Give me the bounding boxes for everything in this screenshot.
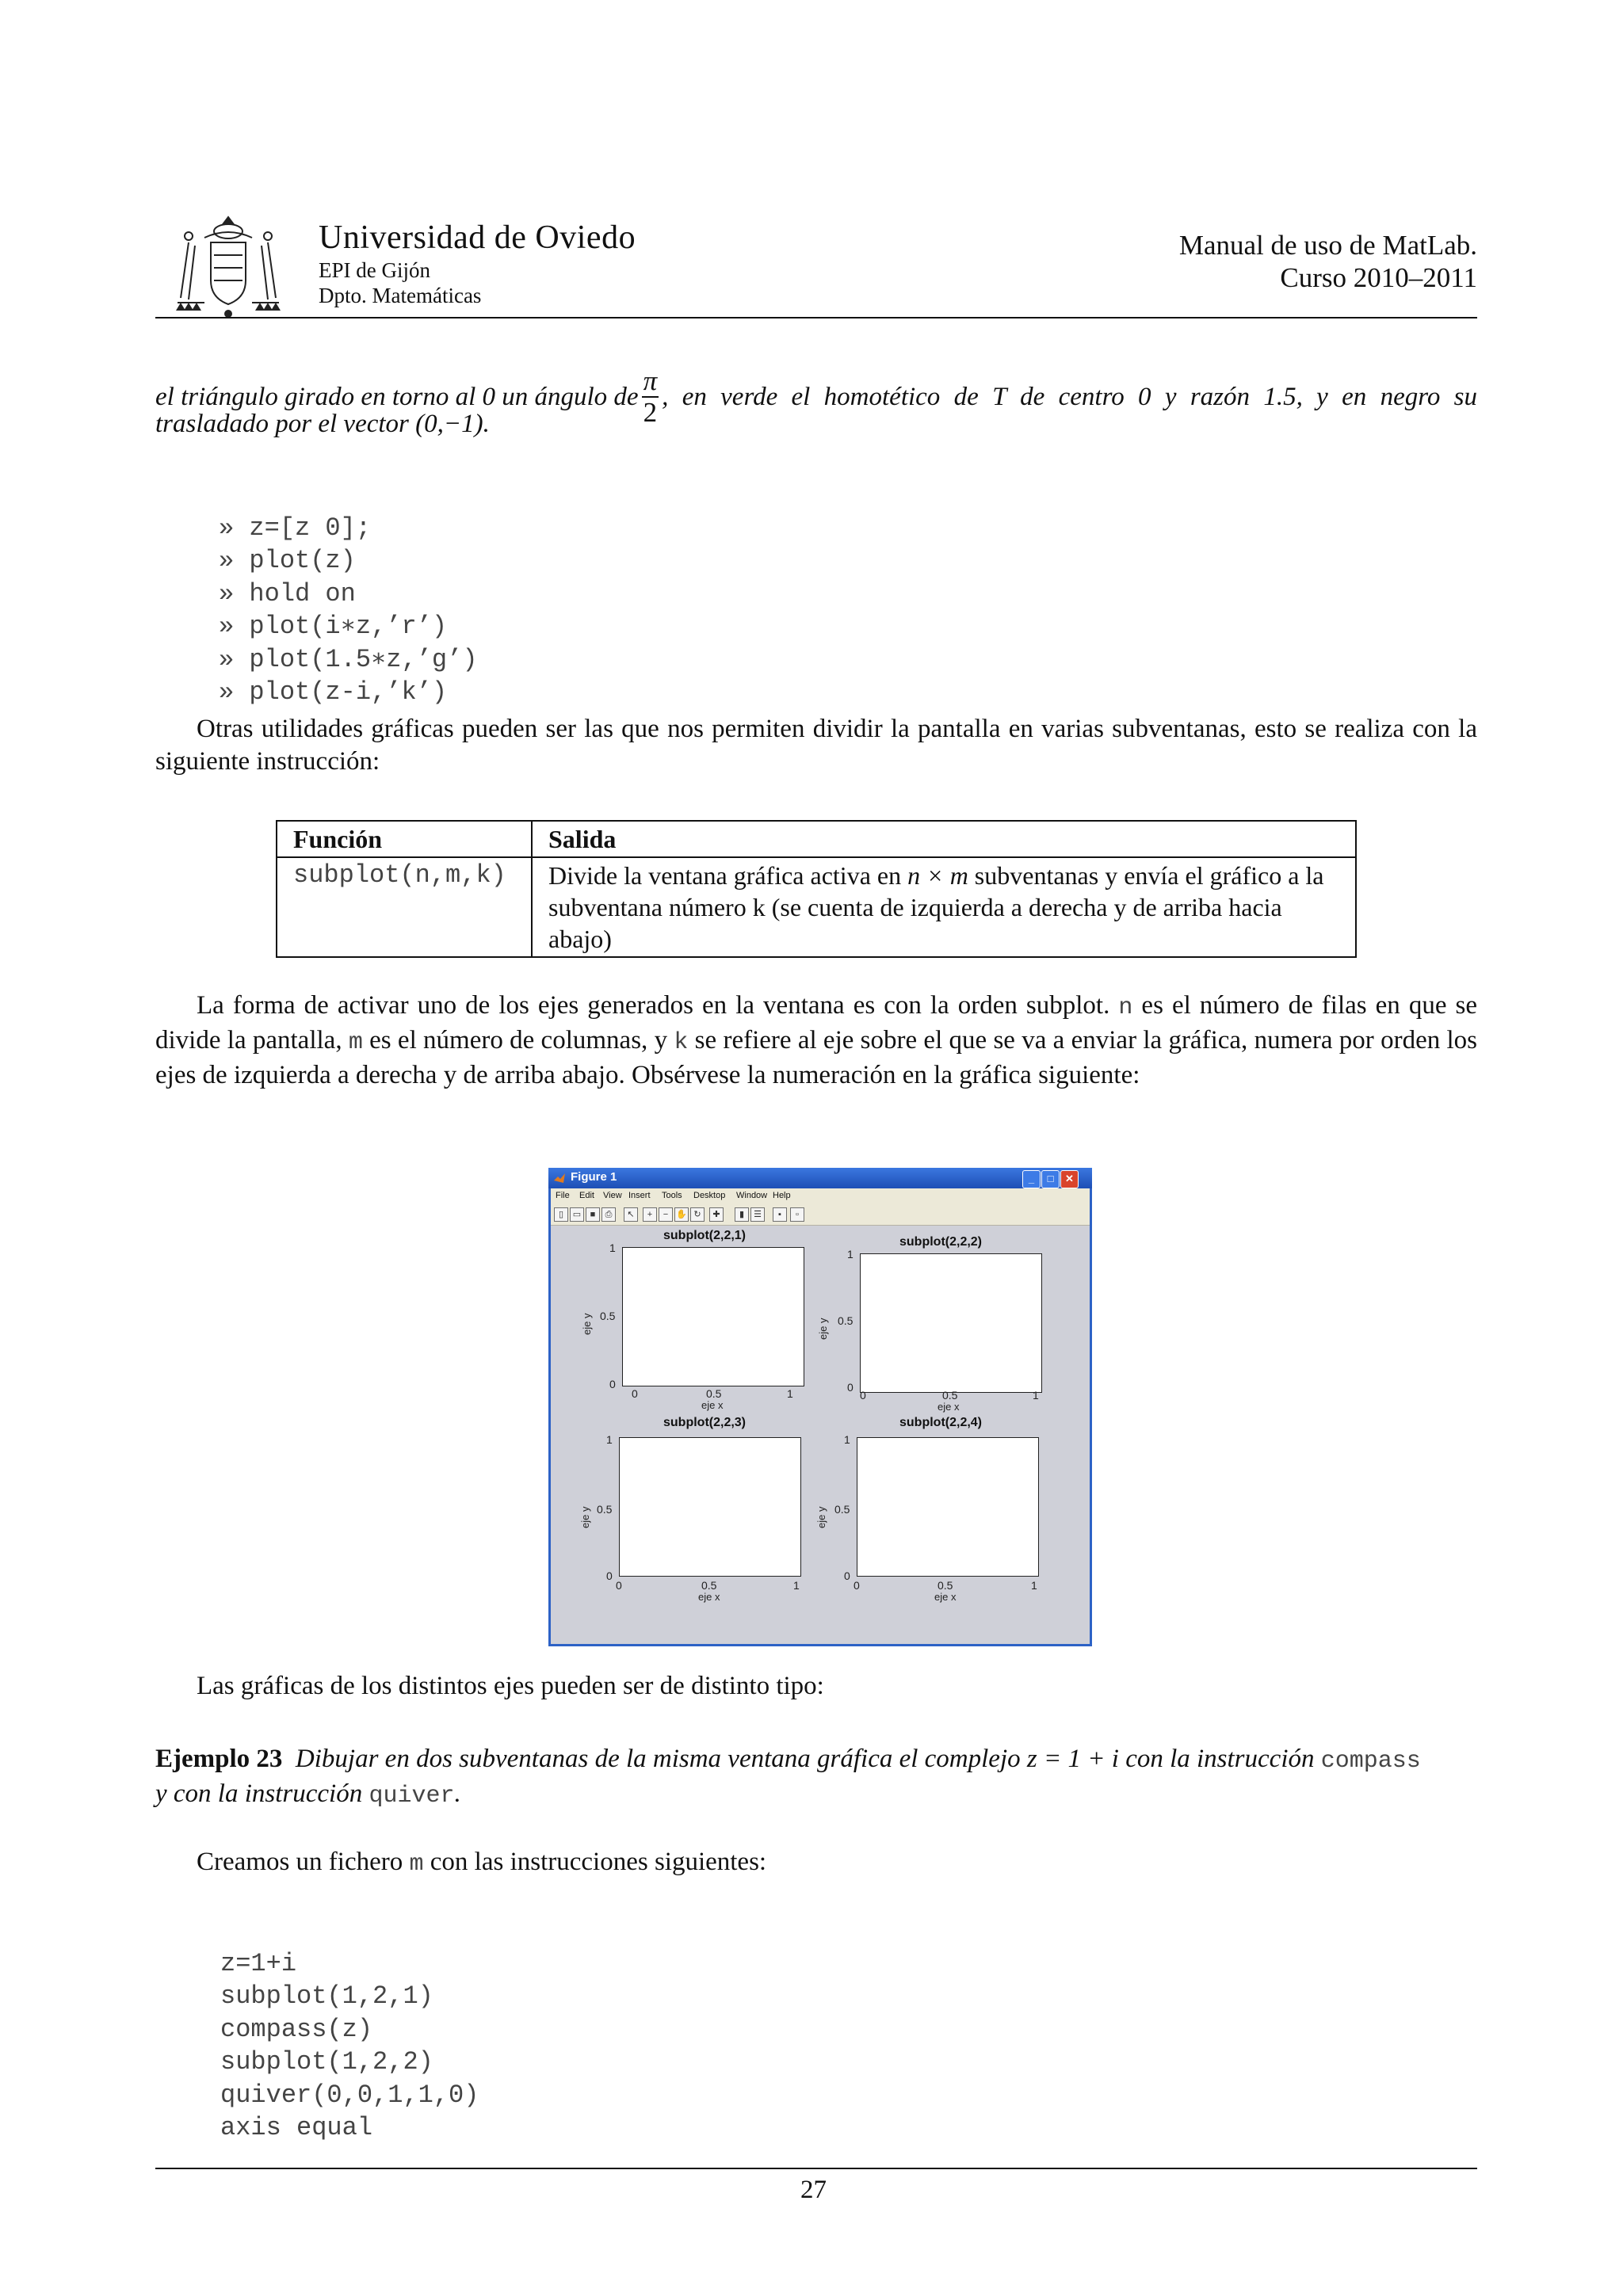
paragraph-subplot-explanation [155, 990, 1477, 1092]
code-line: » plot(z-i,’k’) [219, 677, 448, 707]
menu-view[interactable]: View [603, 1191, 622, 1200]
subplot-axes-2[interactable] [860, 1253, 1042, 1393]
x-tick-label: 0.5 [706, 1387, 722, 1400]
para5-var-m: m [409, 1851, 424, 1878]
x-axis-label: eje x [934, 1591, 957, 1603]
y-axis-label: eje y [581, 1313, 593, 1335]
y-tick-label: 0.5 [834, 1503, 850, 1516]
fraction-denominator: 2 [643, 397, 658, 428]
y-tick-label: 1 [844, 1433, 850, 1446]
x-tick-label: 0 [854, 1579, 860, 1592]
y-axis-label: eje y [579, 1506, 591, 1528]
matlab-figure-window [548, 1168, 1092, 1646]
y-tick-label: 1 [606, 1433, 613, 1446]
example-math: z = 1 + i [1026, 1745, 1119, 1773]
subplot-axes-4[interactable] [857, 1437, 1039, 1577]
para5-text-a: Creamos un fichero [197, 1848, 410, 1876]
y-tick-label: 1 [609, 1241, 616, 1254]
x-tick-label: 1 [787, 1387, 793, 1400]
code-line: z=1+i [220, 1948, 297, 1978]
zoom-in-icon[interactable]: + [643, 1207, 657, 1222]
code-block-plot [219, 479, 478, 742]
para2-text-c: es el número de columnas, [362, 1026, 655, 1055]
manual-title: Manual de uso de MatLab. [1178, 230, 1477, 261]
para2-text-a: La forma de activar uno de los ejes generados en la ventana es con la orden subplot. [197, 991, 1119, 1020]
save-icon[interactable]: ■ [586, 1207, 600, 1222]
output-text-a: Divide la ventana gráfica activa en [548, 861, 908, 890]
output-text-b: subventanas y envía el gráfico a la subventana número k (se cuenta de izquierda a derecha y de arriba hacia abajo) [548, 861, 1324, 953]
table-row [277, 857, 1356, 957]
code-line: » z=[z 0]; [219, 513, 372, 543]
x-axis-label: eje x [701, 1399, 724, 1411]
y-tick-label: 0 [847, 1381, 854, 1394]
para2-text-y: y [654, 1026, 668, 1055]
code-line: quiver(0,0,1,1,0) [220, 2080, 479, 2110]
x-tick-label: 0.5 [701, 1579, 717, 1592]
code-line: » plot(1.5∗z,’g’) [219, 644, 478, 674]
colorbar-icon[interactable]: ▮ [735, 1207, 749, 1222]
menu-window[interactable]: Window [736, 1191, 768, 1200]
page-number: 27 [800, 2176, 827, 2204]
para2-var-m: m [348, 1029, 363, 1056]
para2-text-b: es el número de filas en que se divide la pantalla, [155, 991, 1477, 1055]
x-axis-label: eje x [698, 1591, 720, 1603]
y-tick-label: 0.5 [838, 1314, 854, 1327]
x-tick-label: 0 [632, 1387, 638, 1400]
intro-part1: el triángulo girado en torno al 0 un ángulo de [155, 382, 639, 411]
x-tick-label: 0 [860, 1389, 866, 1402]
example-label: Ejemplo 23 [155, 1745, 283, 1773]
para2-var-k: k [674, 1029, 689, 1056]
menu-help[interactable]: Help [773, 1191, 791, 1200]
para5-text-b: con las instrucciones siguientes: [423, 1848, 767, 1876]
code-line: » plot(z) [219, 546, 356, 575]
example-text-a: Dibujar en dos subventanas de la misma ventana gráfica el complejo [295, 1745, 1027, 1773]
menu-tools[interactable]: Tools [662, 1191, 682, 1200]
para2-var-n: n [1118, 994, 1133, 1021]
open-icon[interactable]: ▭ [570, 1207, 584, 1222]
code-line: compass(z) [220, 2014, 373, 2044]
x-tick-label: 0 [616, 1579, 622, 1592]
table-cell-function: subplot(n,m,k) [277, 857, 532, 957]
figure-canvas [551, 1226, 1090, 1644]
subplot-function-table [276, 820, 1357, 958]
table-header-output: Salida [532, 821, 1356, 857]
fraction-numerator: π [643, 365, 658, 396]
course-label: Curso 2010–2011 [1280, 262, 1477, 293]
subplot-title: subplot(2,2,3) [663, 1416, 747, 1429]
y-axis-label: eje y [817, 1318, 829, 1340]
example-text-c: y con la instrucción [155, 1779, 369, 1808]
maximize-button[interactable]: □ [1041, 1170, 1060, 1188]
show-plot-tools-icon[interactable]: ▫ [790, 1207, 804, 1222]
example-text-b: con la instrucción [1118, 1745, 1321, 1773]
x-tick-label: 0.5 [942, 1389, 958, 1402]
figure-window-title: Figure 1 [571, 1170, 617, 1184]
legend-icon[interactable]: ☰ [750, 1207, 765, 1222]
paragraph-m-file [197, 1846, 766, 1881]
y-tick-label: 1 [847, 1248, 854, 1261]
matlab-logo-icon [553, 1172, 566, 1184]
example-cmd-quiver: quiver [369, 1783, 455, 1810]
zoom-out-icon[interactable]: − [659, 1207, 673, 1222]
figure-menubar [551, 1188, 1090, 1204]
select-arrow-icon[interactable]: ↖ [624, 1207, 638, 1222]
example-23 [155, 1743, 1477, 1813]
print-icon[interactable]: ⎙ [601, 1207, 616, 1222]
university-name: Universidad de Oviedo [319, 219, 636, 256]
menu-file[interactable]: File [556, 1191, 570, 1200]
table-header-row [277, 821, 1356, 857]
code-block-compass-quiver [220, 1914, 479, 2177]
footer-divider [155, 2168, 1477, 2169]
example-text-d: . [454, 1779, 461, 1808]
subplot-axes-1[interactable] [622, 1247, 804, 1386]
minimize-button[interactable]: _ [1022, 1170, 1041, 1188]
pan-icon[interactable]: ✋ [674, 1207, 689, 1222]
example-cmd-compass: compass [1320, 1748, 1421, 1775]
close-button[interactable]: ✕ [1060, 1170, 1079, 1188]
code-line: subplot(1,2,2) [220, 2047, 433, 2077]
subplot-title: subplot(2,2,2) [899, 1235, 983, 1249]
y-tick-label: 0.5 [600, 1310, 616, 1322]
pi-over-2-fraction [642, 366, 659, 428]
code-line: » plot(i∗z,’r’) [219, 612, 448, 641]
table-header-function: Función [277, 821, 532, 857]
figure-titlebar[interactable] [548, 1168, 1092, 1188]
table-cell-output [532, 857, 1356, 957]
menu-desktop[interactable]: Desktop [693, 1191, 726, 1200]
y-tick-label: 0 [606, 1569, 613, 1582]
x-axis-label: eje x [938, 1401, 960, 1413]
y-tick-label: 0.5 [597, 1503, 613, 1516]
code-line: axis equal [220, 2113, 373, 2142]
x-tick-label: 1 [793, 1579, 800, 1592]
para2-text-d: se refiere al eje sobre el que se va a enviar la gráfica, numera por orden los ejes de izquierda a derecha y de arriba abajo. Obsérvese la numeración en la gráfica siguiente: [155, 1026, 1478, 1089]
department-name: Dpto. Matemáticas [319, 284, 482, 307]
rotate-icon[interactable]: ↻ [690, 1207, 705, 1222]
y-axis-label: eje y [815, 1506, 827, 1528]
header-divider [155, 317, 1477, 318]
university-crest-logo [173, 211, 284, 322]
x-tick-label: 1 [1033, 1389, 1039, 1402]
subplot-title: subplot(2,2,1) [663, 1229, 747, 1242]
menu-edit[interactable]: Edit [579, 1191, 594, 1200]
data-cursor-icon[interactable]: ✚ [709, 1207, 724, 1222]
paragraph-axes-types: Las gráficas de los distintos ejes pueden ser de distinto tipo: [197, 1672, 824, 1700]
paragraph-subwindows: Otras utilidades gráficas pueden ser las que nos permiten dividir la pantalla en varias subventanas, esto se realiza con la siguiente instrucción: [155, 715, 1477, 776]
subplot-title: subplot(2,2,4) [899, 1416, 983, 1429]
code-line: » hold on [219, 578, 356, 608]
new-file-icon[interactable]: ▯ [554, 1207, 568, 1222]
x-tick-label: 1 [1031, 1579, 1037, 1592]
intro-line-2: trasladado por el vector (0,−1). [155, 410, 490, 438]
hide-plot-tools-icon[interactable]: ▪ [773, 1207, 787, 1222]
y-tick-label: 0 [844, 1569, 850, 1582]
school-name: EPI de Gijón [319, 258, 430, 282]
figure-toolbar [551, 1204, 1090, 1226]
subplot-axes-3[interactable] [619, 1437, 801, 1577]
menu-insert[interactable]: Insert [628, 1191, 651, 1200]
intro-part2: , en verde el homotético de T de centro 0 y razón 1.5, y en negro su [662, 382, 1477, 411]
output-math: n × m [907, 861, 968, 890]
x-tick-label: 0.5 [938, 1579, 953, 1592]
code-line: subplot(1,2,1) [220, 1981, 433, 2011]
y-tick-label: 0 [609, 1378, 616, 1390]
